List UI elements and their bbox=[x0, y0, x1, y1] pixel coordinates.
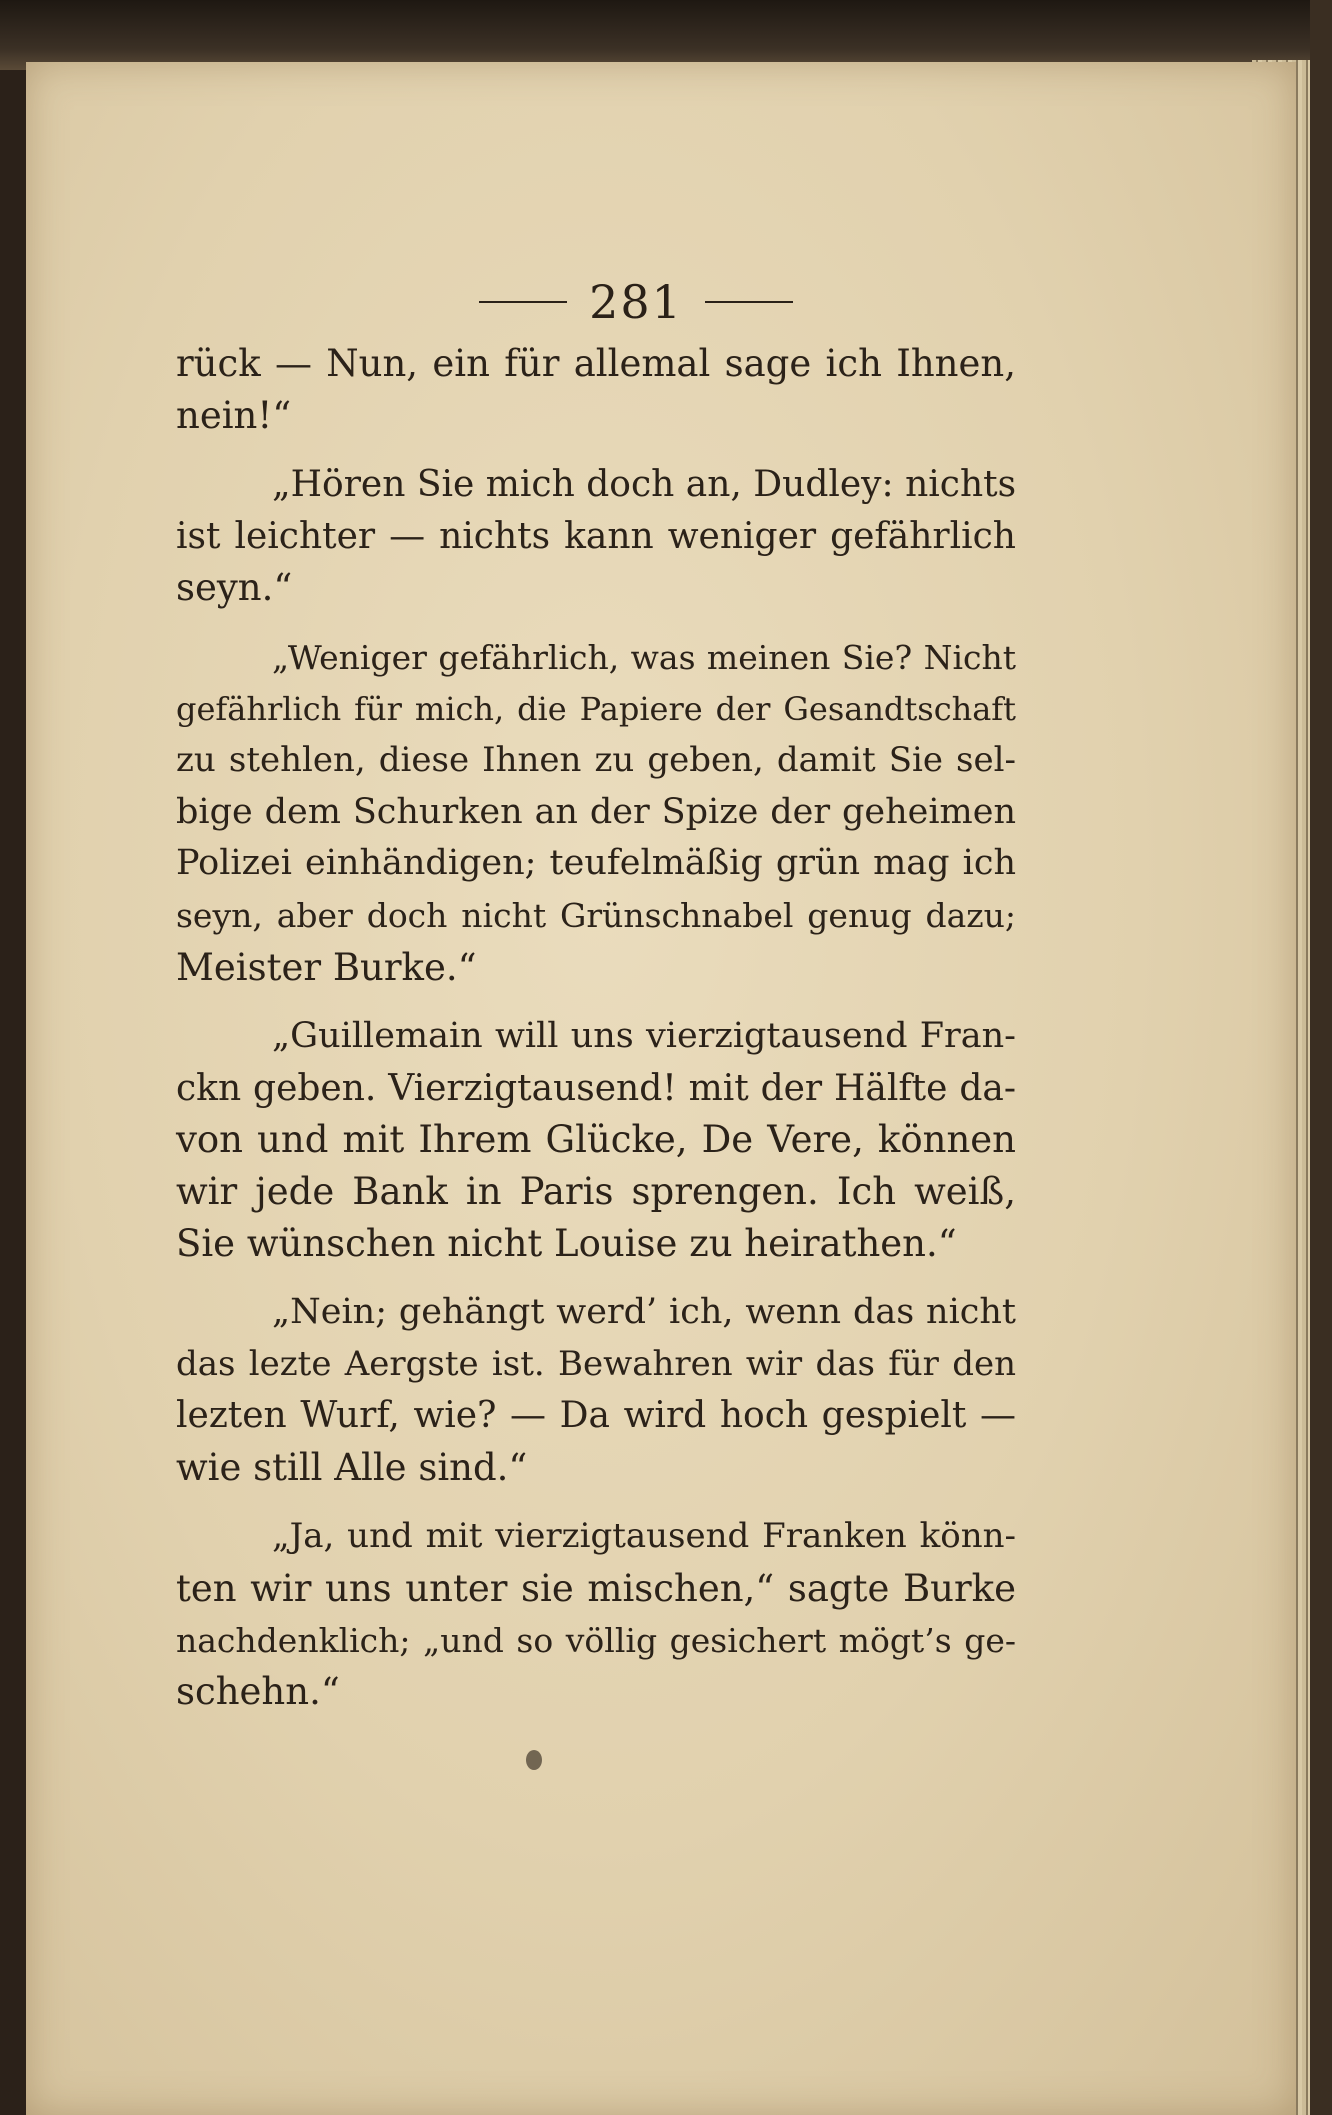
paragraph bbox=[176, 1511, 1016, 1717]
book-cover-right bbox=[1310, 0, 1332, 2115]
text-line: ckn geben. Vierzigtausend! mit der Hälfte da- bbox=[176, 1067, 1016, 1109]
text-line: „Guillemain will uns vierzigtausend Fran- bbox=[272, 1016, 1016, 1057]
text-line: „Weniger gefährlich, was meinen Sie? Nicht bbox=[272, 637, 1016, 677]
paragraph bbox=[176, 632, 1016, 993]
header-rule-right bbox=[705, 301, 793, 303]
text-line: seyn.“ bbox=[176, 566, 293, 610]
paragraph bbox=[176, 459, 1016, 614]
text-line: ten wir uns unter sie mischen,“ sagte Burke bbox=[176, 1567, 1016, 1611]
page-number: 281 bbox=[589, 275, 683, 329]
text-line: „Hören Sie mich doch an, Dudley: nichts bbox=[272, 464, 1017, 506]
paragraph bbox=[176, 1287, 1016, 1493]
text-line: „Ja, und mit vierzigtausend Franken könn- bbox=[272, 1516, 1016, 1557]
ink-smudge bbox=[526, 1750, 542, 1770]
text-line: seyn, aber doch nicht Grünschnabel genug dazu; bbox=[176, 895, 1016, 935]
text-line: Sie wünschen nicht Louise zu heirathen.“ bbox=[176, 1221, 957, 1265]
paragraph bbox=[176, 1011, 1016, 1269]
text-line: Meister Burke.“ bbox=[176, 945, 477, 989]
text-line: das lezte Aergste ist. Bewahren wir das für den bbox=[176, 1343, 1016, 1384]
text-line: rück — Nun, ein für allemal sage ich Ihnen, bbox=[176, 342, 1016, 385]
text-line: von und mit Ihrem Glücke, De Vere, können bbox=[176, 1118, 1016, 1162]
text-line: wie still Alle sind.“ bbox=[176, 1445, 528, 1489]
text-line: wir jede Bank in Paris sprengen. Ich weiß, bbox=[176, 1169, 1016, 1213]
text-line: gefährlich für mich, die Papiere der Gesandtschaft bbox=[176, 689, 1016, 728]
text-line: bige dem Schurken an der Spize der geheimen bbox=[176, 791, 1016, 832]
text-line: lezten Wurf, wie? — Da wird hoch gespielt — bbox=[176, 1395, 1016, 1437]
text-line: zu stehlen, diese Ihnen zu geben, damit Sie sel- bbox=[176, 740, 1016, 781]
text-line: Polizei einhändigen; teufelmäßig grün mag ich bbox=[176, 843, 1016, 884]
text-line: nachdenklich; „und so völlig gesichert mögt’s ge- bbox=[176, 1620, 1016, 1660]
text-line: „Nein; gehängt werd’ ich, wenn das nicht bbox=[272, 1292, 1016, 1333]
text-line: nein!“ bbox=[176, 393, 292, 437]
header-rule-left bbox=[479, 301, 567, 303]
body-text bbox=[176, 338, 1016, 1718]
paragraph bbox=[176, 338, 1016, 441]
text-line: schehn.“ bbox=[176, 1670, 340, 1714]
book-cover-top bbox=[0, 0, 1332, 70]
page-header bbox=[456, 267, 816, 337]
text-line: ist leichter — nichts kann weniger gefährlich bbox=[176, 515, 1016, 557]
